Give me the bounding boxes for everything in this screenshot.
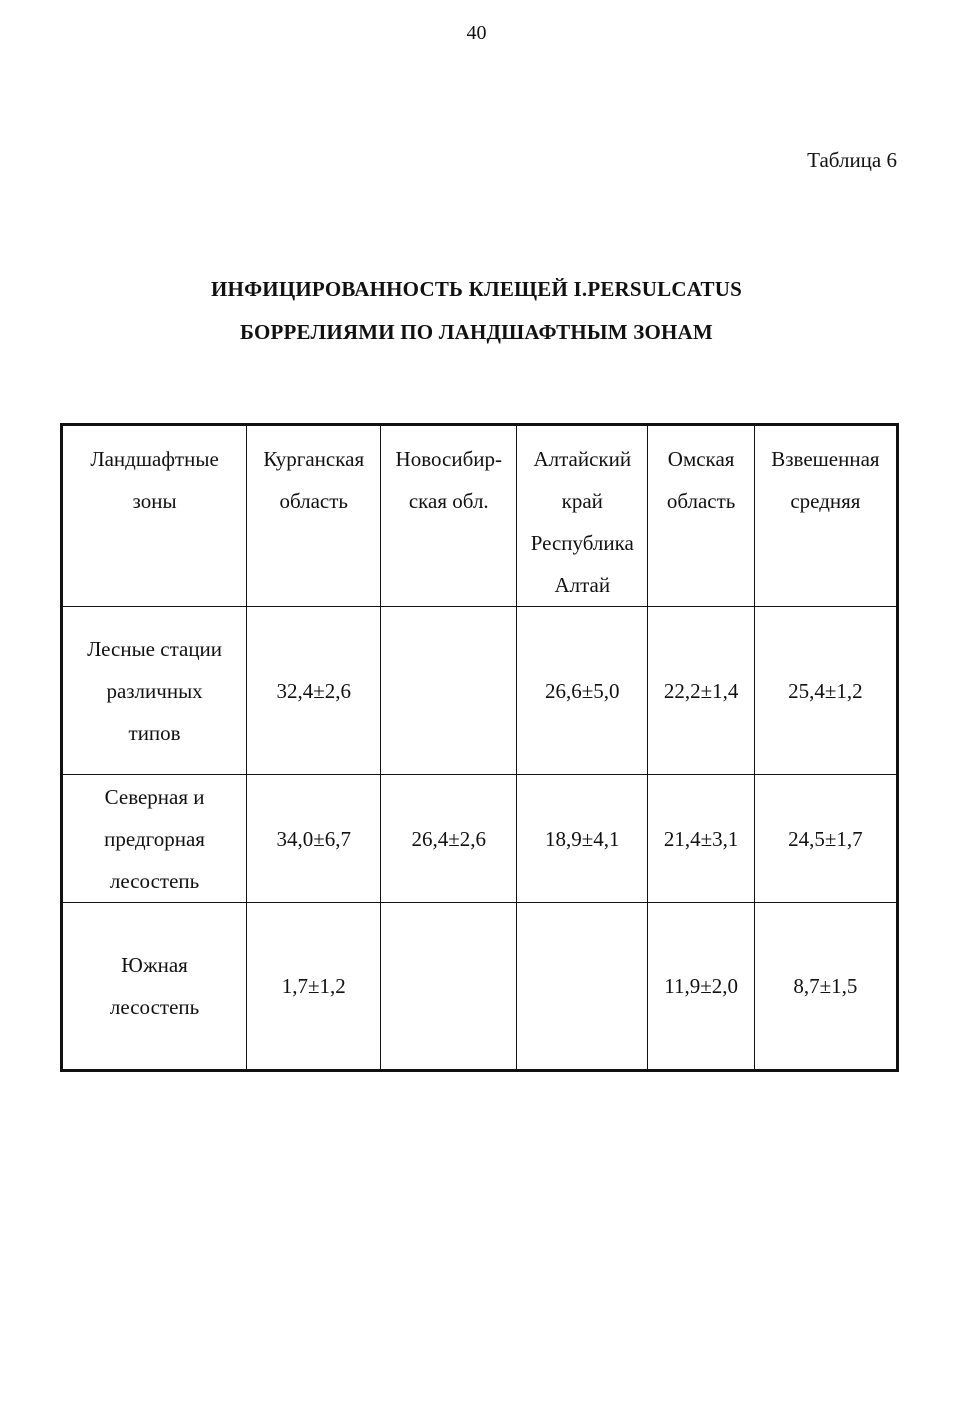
table-cell: 34,0±6,7 bbox=[247, 775, 381, 903]
row-label: Лесные стации различных типов bbox=[62, 607, 247, 775]
table-row bbox=[62, 775, 898, 903]
table-label: Таблица 6 bbox=[807, 148, 897, 172]
table-cell: 8,7±1,5 bbox=[754, 903, 897, 1071]
table-cell: 24,5±1,7 bbox=[754, 775, 897, 903]
title-line-2: БОРРЕЛИЯМИ ПО ЛАНДШАФТНЫМ ЗОНАМ bbox=[240, 320, 713, 344]
row-label: Южная лесостепь bbox=[62, 903, 247, 1071]
row-label: Северная и предгорная лесостепь bbox=[62, 775, 247, 903]
table-cell: 21,4±3,1 bbox=[648, 775, 754, 903]
header-omsk: Омская область bbox=[648, 425, 754, 607]
title-line-1: ИНФИЦИРОВАННОСТЬ КЛЕЩЕЙ I.PERSULCATUS bbox=[211, 277, 742, 301]
header-novosibirsk: Новосибир- ская обл. bbox=[381, 425, 517, 607]
header-row bbox=[62, 425, 898, 607]
table-cell: 26,6±5,0 bbox=[517, 607, 648, 775]
table-cell: 26,4±2,6 bbox=[381, 775, 517, 903]
table-cell bbox=[381, 607, 517, 775]
table-cell bbox=[381, 903, 517, 1071]
table-cell: 1,7±1,2 bbox=[247, 903, 381, 1071]
header-kurgan: Курганская область bbox=[247, 425, 381, 607]
table-cell bbox=[517, 903, 648, 1071]
header-weighted-mean: Взвешенная средняя bbox=[754, 425, 897, 607]
table-cell: 11,9±2,0 bbox=[648, 903, 754, 1071]
table-cell: 18,9±4,1 bbox=[517, 775, 648, 903]
header-landscape-zones: Ландшафтные зоны bbox=[62, 425, 247, 607]
table-row bbox=[62, 607, 898, 775]
page-number: 40 bbox=[466, 22, 487, 44]
table-row bbox=[62, 903, 898, 1071]
header-altai: Алтайский край Республика Алтай bbox=[517, 425, 648, 607]
table-cell: 25,4±1,2 bbox=[754, 607, 897, 775]
table-cell: 22,2±1,4 bbox=[648, 607, 754, 775]
table-title bbox=[0, 268, 953, 354]
table-cell: 32,4±2,6 bbox=[247, 607, 381, 775]
infection-table bbox=[60, 423, 899, 1072]
